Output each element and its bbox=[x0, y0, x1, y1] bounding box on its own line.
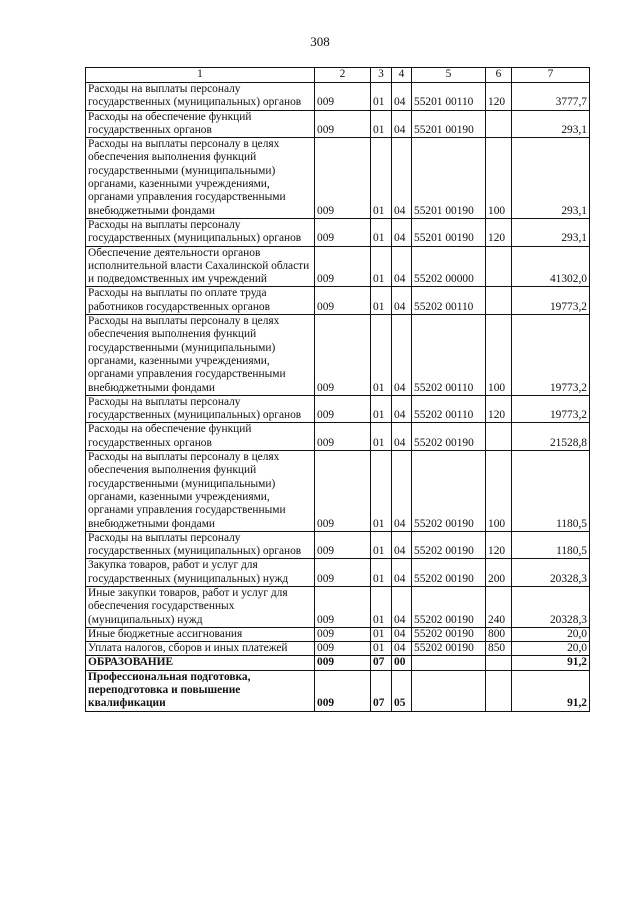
expense-type-cell: 200 bbox=[486, 559, 512, 587]
ministry-code-cell: 009 bbox=[315, 586, 371, 627]
expense-type-cell: 120 bbox=[486, 218, 512, 246]
row-name-cell: Закупка товаров, работ и услуг для государственных (муниципальных) нужд bbox=[86, 559, 315, 587]
row-name-cell: Иные бюджетные ассигнования bbox=[86, 627, 315, 641]
section-code-cell: 01 bbox=[371, 627, 392, 641]
target-article-cell: 55202 00190 bbox=[412, 642, 486, 656]
table-row bbox=[86, 451, 590, 532]
column-header: 3 bbox=[371, 68, 392, 83]
ministry-code-cell: 009 bbox=[315, 559, 371, 587]
table-header-row bbox=[86, 68, 590, 83]
row-name-cell: Профессиональная подготовка, переподготовка и повышение квалификации bbox=[86, 670, 315, 711]
ministry-code-cell: 009 bbox=[315, 83, 371, 111]
subsection-code-cell: 04 bbox=[392, 287, 412, 315]
subsection-code-cell: 04 bbox=[392, 642, 412, 656]
table-row bbox=[86, 656, 590, 670]
table-row bbox=[86, 110, 590, 138]
table-row bbox=[86, 642, 590, 656]
section-code-cell: 01 bbox=[371, 315, 392, 396]
row-name-cell: Расходы на выплаты по оплате труда работников государственных органов bbox=[86, 287, 315, 315]
ministry-code-cell: 009 bbox=[315, 315, 371, 396]
subsection-code-cell: 04 bbox=[392, 83, 412, 111]
ministry-code-cell: 009 bbox=[315, 423, 371, 451]
table-row bbox=[86, 670, 590, 711]
section-code-cell: 01 bbox=[371, 451, 392, 532]
subsection-code-cell: 04 bbox=[392, 110, 412, 138]
page-number: 308 bbox=[310, 34, 330, 49]
target-article-cell bbox=[412, 656, 486, 670]
ministry-code-cell: 009 bbox=[315, 670, 371, 711]
amount-cell: 41302,0 bbox=[512, 246, 590, 287]
amount-cell: 21528,8 bbox=[512, 423, 590, 451]
target-article-cell: 55202 00190 bbox=[412, 627, 486, 641]
expense-type-cell: 100 bbox=[486, 451, 512, 532]
ministry-code-cell: 009 bbox=[315, 451, 371, 532]
ministry-code-cell: 009 bbox=[315, 531, 371, 559]
section-code-cell: 01 bbox=[371, 287, 392, 315]
row-name-cell: Расходы на выплаты персоналу государственных (муниципальных) органов bbox=[86, 531, 315, 559]
amount-cell: 1180,5 bbox=[512, 531, 590, 559]
expense-type-cell: 800 bbox=[486, 627, 512, 641]
amount-cell: 20328,3 bbox=[512, 559, 590, 587]
table-row bbox=[86, 315, 590, 396]
amount-cell: 293,1 bbox=[512, 138, 590, 219]
table-row bbox=[86, 246, 590, 287]
expense-type-cell: 120 bbox=[486, 395, 512, 423]
section-code-cell: 01 bbox=[371, 559, 392, 587]
amount-cell: 19773,2 bbox=[512, 287, 590, 315]
ministry-code-cell: 009 bbox=[315, 218, 371, 246]
table-row bbox=[86, 287, 590, 315]
table-row bbox=[86, 586, 590, 627]
target-article-cell: 55202 00190 bbox=[412, 423, 486, 451]
expense-type-cell bbox=[486, 656, 512, 670]
ministry-code-cell: 009 bbox=[315, 395, 371, 423]
ministry-code-cell: 009 bbox=[315, 246, 371, 287]
subsection-code-cell: 04 bbox=[392, 218, 412, 246]
amount-cell: 19773,2 bbox=[512, 315, 590, 396]
amount-cell: 293,1 bbox=[512, 110, 590, 138]
subsection-code-cell: 04 bbox=[392, 559, 412, 587]
expense-type-cell bbox=[486, 110, 512, 138]
subsection-code-cell: 00 bbox=[392, 656, 412, 670]
target-article-cell: 55201 00190 bbox=[412, 138, 486, 219]
subsection-code-cell: 04 bbox=[392, 246, 412, 287]
table-row bbox=[86, 395, 590, 423]
ministry-code-cell: 009 bbox=[315, 138, 371, 219]
column-header: 1 bbox=[86, 68, 315, 83]
subsection-code-cell: 04 bbox=[392, 138, 412, 219]
amount-cell: 91,2 bbox=[512, 656, 590, 670]
column-header: 4 bbox=[392, 68, 412, 83]
amount-cell: 20,0 bbox=[512, 642, 590, 656]
target-article-cell: 55202 00110 bbox=[412, 395, 486, 423]
expense-type-cell bbox=[486, 246, 512, 287]
expense-type-cell: 120 bbox=[486, 531, 512, 559]
target-article-cell: 55202 00190 bbox=[412, 586, 486, 627]
row-name-cell: Расходы на выплаты персоналу государственных (муниципальных) органов bbox=[86, 83, 315, 111]
section-code-cell: 07 bbox=[371, 656, 392, 670]
target-article-cell: 55202 00190 bbox=[412, 451, 486, 532]
amount-cell: 20,0 bbox=[512, 627, 590, 641]
amount-cell: 19773,2 bbox=[512, 395, 590, 423]
table-row bbox=[86, 423, 590, 451]
row-name-cell: Расходы на обеспечение функций государственных органов bbox=[86, 423, 315, 451]
table-row bbox=[86, 218, 590, 246]
table-row bbox=[86, 83, 590, 111]
amount-cell: 20328,3 bbox=[512, 586, 590, 627]
amount-cell: 293,1 bbox=[512, 218, 590, 246]
column-header: 5 bbox=[412, 68, 486, 83]
expense-type-cell: 100 bbox=[486, 138, 512, 219]
row-name-cell: Иные закупки товаров, работ и услуг для обеспечения государственных (муниципальных) нужд bbox=[86, 586, 315, 627]
table-row bbox=[86, 138, 590, 219]
expense-type-cell bbox=[486, 670, 512, 711]
section-code-cell: 01 bbox=[371, 395, 392, 423]
expense-type-cell: 120 bbox=[486, 83, 512, 111]
target-article-cell: 55202 00110 bbox=[412, 287, 486, 315]
row-name-cell: Расходы на выплаты персоналу государственных (муниципальных) органов bbox=[86, 395, 315, 423]
expense-type-cell bbox=[486, 423, 512, 451]
target-article-cell: 55201 00110 bbox=[412, 83, 486, 111]
target-article-cell: 55202 00110 bbox=[412, 315, 486, 396]
amount-cell: 3777,7 bbox=[512, 83, 590, 111]
row-name-cell: Расходы на выплаты персоналу государственных (муниципальных) органов bbox=[86, 218, 315, 246]
row-name-cell: Уплата налогов, сборов и иных платежей bbox=[86, 642, 315, 656]
ministry-code-cell: 009 bbox=[315, 656, 371, 670]
subsection-code-cell: 04 bbox=[392, 423, 412, 451]
row-name-cell: Расходы на обеспечение функций государственных органов bbox=[86, 110, 315, 138]
column-header: 7 bbox=[512, 68, 590, 83]
subsection-code-cell: 04 bbox=[392, 315, 412, 396]
expense-type-cell: 100 bbox=[486, 315, 512, 396]
target-article-cell: 55202 00000 bbox=[412, 246, 486, 287]
target-article-cell: 55202 00190 bbox=[412, 531, 486, 559]
section-code-cell: 01 bbox=[371, 642, 392, 656]
target-article-cell: 55201 00190 bbox=[412, 110, 486, 138]
section-code-cell: 01 bbox=[371, 83, 392, 111]
column-header: 2 bbox=[315, 68, 371, 83]
target-article-cell: 55201 00190 bbox=[412, 218, 486, 246]
amount-cell: 1180,5 bbox=[512, 451, 590, 532]
row-name-cell: ОБРАЗОВАНИЕ bbox=[86, 656, 315, 670]
expense-type-cell: 850 bbox=[486, 642, 512, 656]
ministry-code-cell: 009 bbox=[315, 627, 371, 641]
ministry-code-cell: 009 bbox=[315, 110, 371, 138]
section-code-cell: 01 bbox=[371, 138, 392, 219]
ministry-code-cell: 009 bbox=[315, 287, 371, 315]
expense-type-cell: 240 bbox=[486, 586, 512, 627]
target-article-cell bbox=[412, 670, 486, 711]
section-code-cell: 01 bbox=[371, 531, 392, 559]
section-code-cell: 07 bbox=[371, 670, 392, 711]
subsection-code-cell: 05 bbox=[392, 670, 412, 711]
column-header: 6 bbox=[486, 68, 512, 83]
budget-table bbox=[85, 67, 590, 712]
subsection-code-cell: 04 bbox=[392, 451, 412, 532]
row-name-cell: Расходы на выплаты персоналу в целях обеспечения выполнения функций государственными (муниципальными) органами, казенными учреждениями, органами управления государственными внебюджетными фондами bbox=[86, 138, 315, 219]
subsection-code-cell: 04 bbox=[392, 627, 412, 641]
ministry-code-cell: 009 bbox=[315, 642, 371, 656]
section-code-cell: 01 bbox=[371, 110, 392, 138]
row-name-cell: Обеспечение деятельности органов исполнительной власти Сахалинской области и подведомственных им учреждений bbox=[86, 246, 315, 287]
subsection-code-cell: 04 bbox=[392, 531, 412, 559]
amount-cell: 91,2 bbox=[512, 670, 590, 711]
table-row bbox=[86, 531, 590, 559]
target-article-cell: 55202 00190 bbox=[412, 559, 486, 587]
row-name-cell: Расходы на выплаты персоналу в целях обеспечения выполнения функций государственными (муниципальными) органами, казенными учреждениями, органами управления государственными внебюджетными фондами bbox=[86, 315, 315, 396]
row-name-cell: Расходы на выплаты персоналу в целях обеспечения выполнения функций государственными (муниципальными) органами, казенными учреждениями, органами управления государственными внебюджетными фондами bbox=[86, 451, 315, 532]
section-code-cell: 01 bbox=[371, 246, 392, 287]
section-code-cell: 01 bbox=[371, 586, 392, 627]
expense-type-cell bbox=[486, 287, 512, 315]
subsection-code-cell: 04 bbox=[392, 586, 412, 627]
section-code-cell: 01 bbox=[371, 218, 392, 246]
subsection-code-cell: 04 bbox=[392, 395, 412, 423]
table-row bbox=[86, 559, 590, 587]
table-row bbox=[86, 627, 590, 641]
section-code-cell: 01 bbox=[371, 423, 392, 451]
